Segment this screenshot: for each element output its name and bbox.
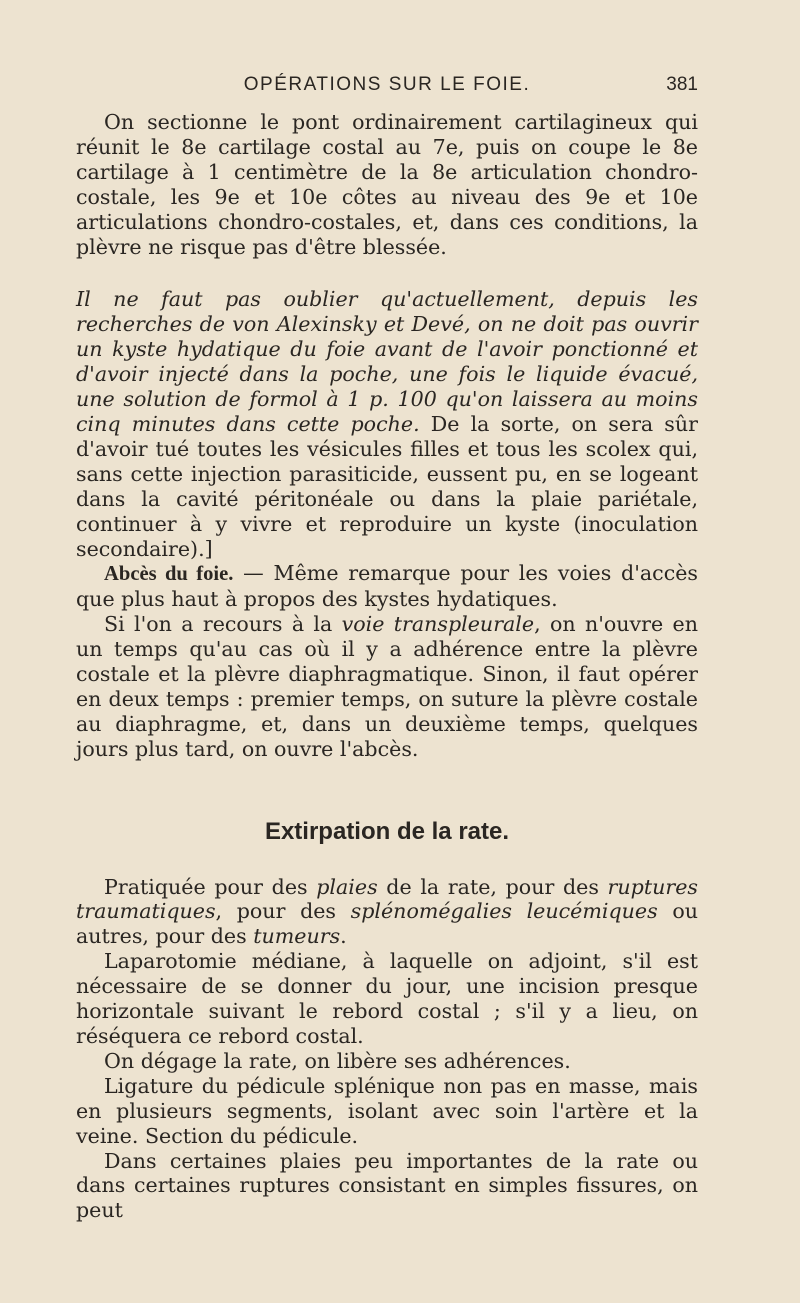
paragraph-degage: On dégage la rate, on libère ses adhérences. (104, 1048, 571, 1073)
pratiquee-italic-plaies: plaies (316, 874, 378, 899)
page-body (76, 110, 698, 1223)
paragraph-abces (76, 561, 698, 612)
pratiquee-seg-1: Pratiquée pour des (104, 874, 317, 899)
pratiquee-italic-ruptures: ruptures traumatiques (76, 874, 698, 924)
paragraph-sectionne: On sectionne le pont ordinairement cartilagineux qui réunit le 8e cartilage costal au 7e, puis on coupe le 8e cartilage à 1 centimètre de la 8e articulation chondro-costale, les 9e et 10e côtes au niveau des 9e et 10e articulations chondro-costales, et, dans ces conditions, la plèvre ne risque pas d'être blessée. (76, 110, 698, 259)
paragraph-pratiquee (76, 875, 698, 950)
paragraph-dans-certaines: Dans certaines plaies peu importantes de la rate ou dans certaines ruptures consistant en simples fissures, on peut (76, 1148, 698, 1223)
pratiquee-seg-3: , pour des (215, 899, 351, 924)
transpleurale-before: Si l'on a recours à la (104, 612, 342, 637)
transpleurale-italic: voie transpleurale (341, 612, 535, 637)
paragraph-kyste-rest: De la sorte, on sera sûr d'avoir tué toutes les vésicules filles et tous les scolex qui, sans cette injection parasiticide, eussent pu, en se logeant dans la cavité péritonéale ou dans la plaie pariétale, continuer à y vivre et reproduire un kyste (inoculation secondaire).] (76, 411, 698, 561)
italic-warning: Il ne faut pas oublier qu'actuellement, depuis les recherches de von Alexinsky et Devé, on ne doit pas ouvrir un kyste hydatique du foie avant de l'avoir ponctionné et d'avoir injecté dans la poche, une fois le liquide évacué, une solution de formol à 1 p. 100 qu'on laissera au moins cinq minutes dans cette poche. (76, 287, 698, 436)
paragraph-transpleurale (76, 612, 698, 761)
section-title: Extirpation de la rate. (264, 817, 510, 845)
pratiquee-italic-splenomegalies: splénomégalies leucémiques (350, 899, 658, 924)
paragraph-kyste-warning (76, 287, 698, 561)
paragraph-laparotomie: Laparotomie médiane, à laquelle on adjoint, s'il est nécessaire de se donner du jour, une incision presque horizontale suivant le rebord costal ; s'il y a lieu, on réséquera ce rebord costal. (76, 949, 698, 1048)
pratiquee-seg-4: ou autres, pour des (76, 899, 698, 949)
running-header (76, 68, 698, 98)
abces-text: — Même remarque pour les voies d'accès que plus haut à propos des kystes hydatiques. (76, 561, 698, 612)
running-title: OPÉRATIONS SUR LE FOIE. (243, 74, 531, 95)
page-number: 381 (666, 74, 698, 95)
pratiquee-italic-tumeurs: tumeurs (253, 924, 341, 949)
pratiquee-seg-5: . (340, 924, 347, 949)
transpleurale-after: , on n'ouvre en un temps qu'au cas où il y a adhérence entre la plèvre costale et la plèvre diaphragmatique. Sinon, il faut opérer en deux temps : premier temps, on suture la plèvre costale au diaphragme, et, dans un deuxième temps, quelques jours plus tard, on ouvre l'abcès. (76, 612, 698, 761)
paragraph-ligature: Ligature du pédicule splénique non pas en masse, mais en plusieurs segments, isolant avec soin l'artère et la veine. Section du pédicule. (76, 1073, 698, 1148)
abces-heading: Abcès du foie. (104, 563, 234, 586)
pratiquee-seg-2: de la rate, pour des (377, 874, 608, 899)
